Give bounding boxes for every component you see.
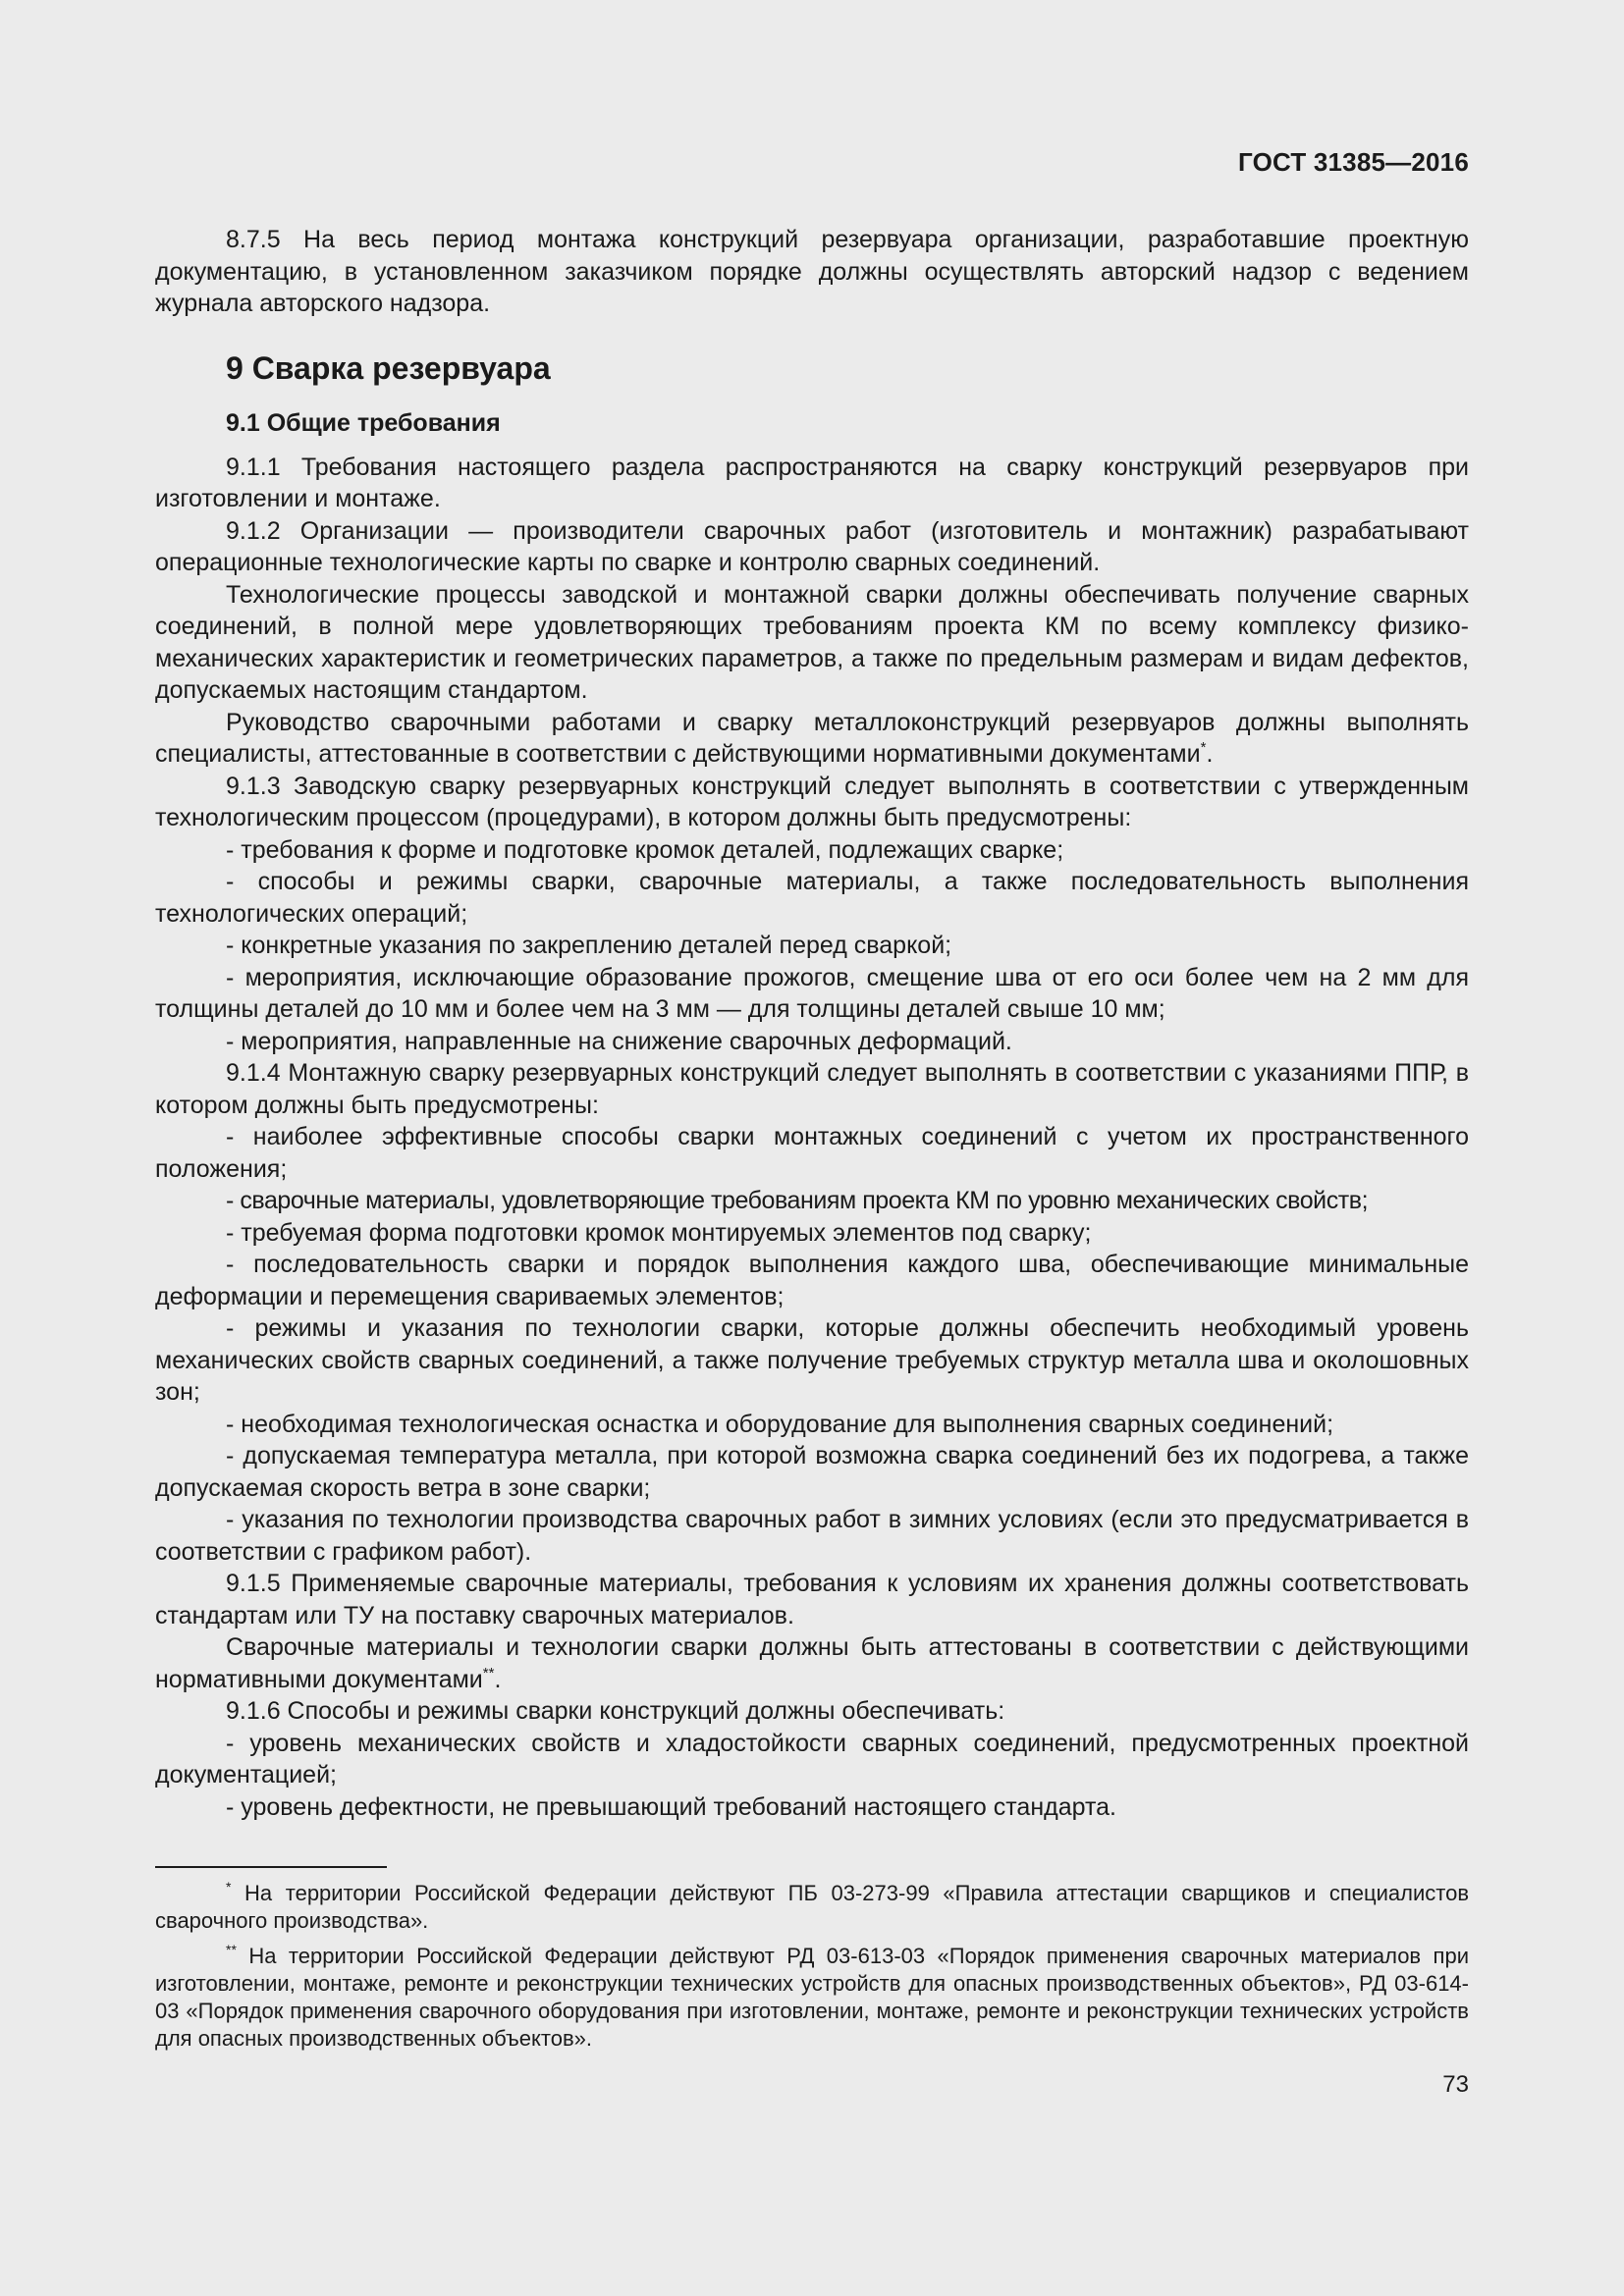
section-title: 9 Сварка резервуара <box>226 349 551 386</box>
list-item: - требуемая форма подготовки кромок монтируемых элементов под сварку; <box>226 1218 1092 1247</box>
list-item: - сварочные материалы, удовлетворяющие требованиям проекта КМ по уровню механических свойств; <box>226 1187 1369 1214</box>
paragraph-9-1-6: 9.1.6 Способы и режимы сварки конструкций должны обеспечивать: <box>226 1697 1005 1725</box>
paragraph-welding-management <box>155 707 1469 771</box>
footnote-ref: * <box>1200 739 1207 756</box>
document-body <box>155 224 1469 2053</box>
list-item: - способы и режимы сварки, сварочные материалы, а также последовательность выполнения технологических операций; <box>155 868 1469 928</box>
paragraph-text: Сварочные материалы и технологии сварки должны быть аттестованы в соответствии с действующими нормативными документами <box>155 1633 1469 1693</box>
list-item: - допускаемая температура металла, при которой возможна сварка соединений без их подогрева, а также допускаемая скорость ветра в зоне сварки; <box>155 1442 1469 1502</box>
footnote-text: На территории Российской Федерации действуют РД 03-613-03 «Порядок применения сварочных материалов при изготовлении, монтаже, ремонте и реконструкции технических устройств для опасных производственных объектов», РД 03-614-03 «Порядок применения сварочного оборудования при изготовлении, монтаже, ремонте и реконструкции технических устройств для опасных производственных объектов». <box>155 1944 1469 2051</box>
footnotes <box>155 1880 1469 2053</box>
footnote-divider <box>155 1866 387 1868</box>
paragraph-end: . <box>494 1665 502 1693</box>
page-number: 73 <box>1442 2071 1469 2098</box>
list-item: - необходимая технологическая оснастка и оборудование для выполнения сварных соединений; <box>226 1410 1334 1438</box>
list-item: - мероприятия, исключающие образование прожогов, смещение шва от его оси более чем на 2 мм для толщины деталей до 10 мм и более чем на 3 мм — для толщины деталей свыше 10 мм; <box>155 963 1469 1023</box>
footnote-mark: * <box>226 1879 232 1895</box>
paragraph-8-7-5: 8.7.5 На весь период монтажа конструкций резервуара организации, разработавшие проектную документацию, в установленном заказчиком порядке должны осуществлять авторский надзор с ведением журнала авторского надзора. <box>155 226 1469 317</box>
paragraph-9-1-5: 9.1.5 Применяемые сварочные материалы, требования к условиям их хранения должны соответствовать стандартам или ТУ на поставку сварочных материалов. <box>155 1570 1469 1629</box>
list-item: - мероприятия, направленные на снижение сварочных деформаций. <box>226 1027 1012 1055</box>
footnote-2 <box>155 1943 1469 2053</box>
list-item: - последовательность сварки и порядок выполнения каждого шва, обеспечивающие минимальные деформации и перемещения свариваемых элементов; <box>155 1251 1469 1310</box>
document-header: ГОСТ 31385—2016 <box>1238 147 1469 177</box>
paragraph-technological-processes: Технологические процессы заводской и монтажной сварки должны обеспечивать получение сварных соединений, в полной мере удовлетворяющих требованиям проекта КМ по всему комплексу физико-механических характеристик и геометрических параметров, а также по предельным размерам и видам дефектов, допускаемых настоящим стандартом. <box>155 580 1469 704</box>
list-item: - конкретные указания по закреплению деталей перед сваркой; <box>226 932 952 959</box>
footnote-text: На территории Российской Федерации действуют ПБ 03-273-99 «Правила аттестации сварщиков и специалистов сварочного производства». <box>155 1881 1469 1933</box>
paragraph-9-1-1: 9.1.1 Требования настоящего раздела распространяются на сварку конструкций резервуаров при изготовлении и монтаже. <box>155 453 1469 512</box>
list-item: - указания по технологии производства сварочных работ в зимних условиях (если это предусматривается в соответствии с графиком работ). <box>155 1506 1469 1566</box>
list-item: - уровень механических свойств и хладостойкости сварных соединений, предусмотренных проектной документацией; <box>155 1729 1469 1789</box>
list-item: - уровень дефектности, не превышающий требований настоящего стандарта. <box>226 1792 1116 1821</box>
paragraph-9-1-2: 9.1.2 Организации — производители сварочных работ (изготовитель и монтажник) разрабатывают операционные технологические карты по сварке и контролю сварных соединений. <box>155 516 1469 576</box>
paragraph-end: . <box>1206 740 1214 768</box>
footnote-ref: ** <box>482 1664 495 1682</box>
paragraph-9-1-4: 9.1.4 Монтажную сварку резервуарных конструкций следует выполнять в соответствии с указаниями ППР, в котором должны быть предусмотрены: <box>155 1059 1469 1119</box>
paragraph-certification <box>155 1631 1469 1695</box>
footnote-1 <box>155 1880 1469 1935</box>
footnote-mark: ** <box>226 1942 237 1957</box>
paragraph-9-1-3: 9.1.3 Заводскую сварку резервуарных конструкций следует выполнять в соответствии с утвержденным технологическим процессом (процедурами), в котором должны быть предусмотрены: <box>155 772 1469 831</box>
subsection-title: 9.1 Общие требования <box>226 408 501 437</box>
list-item: - требования к форме и подготовке кромок деталей, подлежащих сварке; <box>226 835 1064 864</box>
list-item: - наиболее эффективные способы сварки монтажных соединений с учетом их пространственного положения; <box>155 1123 1469 1183</box>
list-item: - режимы и указания по технологии сварки, которые должны обеспечить необходимый уровень механических свойств сварных соединений, а также получение требуемых структур металла шва и околошовных зон; <box>155 1314 1469 1406</box>
paragraph-text: Руководство сварочными работами и сварку металлоконструкций резервуаров должны выполнять специалисты, аттестованные в соответствии с действующими нормативными документами <box>155 708 1469 768</box>
